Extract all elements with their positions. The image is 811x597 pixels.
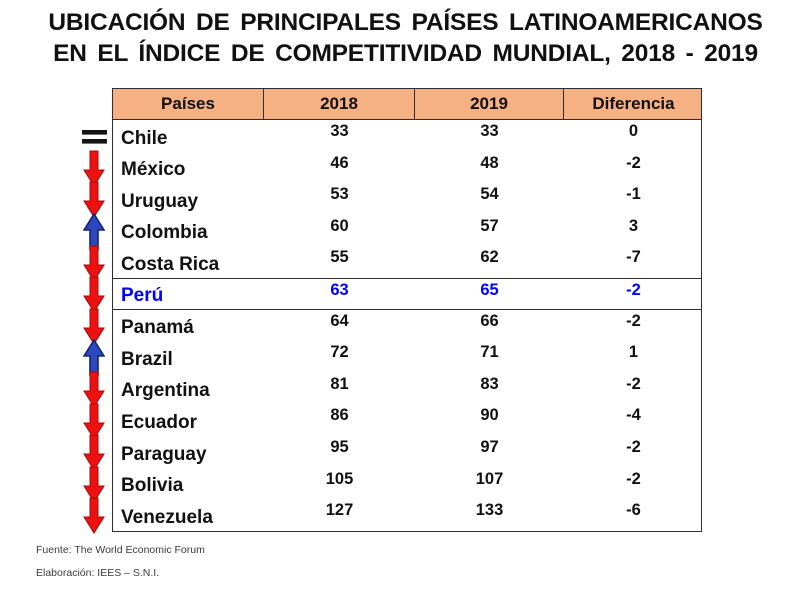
- difference-cell: -2: [626, 153, 641, 172]
- difference-cell: 3: [628, 216, 639, 235]
- country-cell: Paraguay: [121, 443, 207, 465]
- rank-2018-cell: 46: [330, 153, 349, 172]
- rank-2019-cell: 71: [480, 343, 499, 362]
- country-cell: Brazil: [121, 348, 173, 370]
- source-note: Fuente: The World Economic Forum: [36, 544, 205, 556]
- difference-cell: 1: [628, 343, 639, 362]
- rank-2018-cell: 60: [330, 216, 349, 235]
- rank-2018-cell: 95: [330, 437, 349, 456]
- country-cell: Argentina: [121, 380, 210, 402]
- trend-indicator-down: [79, 311, 109, 343]
- trend-arrow-column: [79, 121, 109, 532]
- rank-2018-cell: 72: [330, 343, 349, 362]
- rank-2019-cell: 133: [475, 501, 504, 520]
- table-row: [113, 246, 701, 278]
- rank-2019-cell: 62: [480, 248, 499, 267]
- country-cell: Venezuela: [121, 506, 213, 528]
- table-row: [113, 341, 701, 373]
- header-diferencia: Diferencia: [592, 94, 675, 113]
- trend-indicator-up: [79, 216, 109, 248]
- table-row: [113, 468, 701, 500]
- difference-cell: 0: [628, 122, 639, 140]
- table-row: [113, 152, 701, 184]
- trend-indicator-down: [79, 279, 109, 311]
- table-row: [113, 183, 701, 215]
- country-cell: Ecuador: [121, 411, 198, 433]
- rank-2019-cell: 90: [480, 406, 499, 425]
- rank-2019-cell: 107: [475, 469, 504, 488]
- rank-2019-cell: 54: [480, 185, 499, 204]
- difference-cell: -7: [626, 248, 641, 267]
- difference-cell: -4: [626, 406, 641, 425]
- table-row: [113, 120, 701, 152]
- country-cell: Perú: [121, 284, 164, 306]
- rank-2019-cell: 33: [480, 122, 499, 140]
- rank-2018-cell: 63: [330, 280, 349, 299]
- competitiveness-table: [112, 88, 702, 532]
- rank-2019-cell: 65: [480, 280, 499, 299]
- difference-cell: -2: [626, 280, 641, 299]
- table-row: [113, 404, 701, 436]
- rank-2018-cell: 105: [325, 469, 354, 488]
- country-cell: Panamá: [121, 317, 194, 339]
- rank-2019-cell: 48: [480, 153, 499, 172]
- table-row: [113, 436, 701, 468]
- country-cell: Colombia: [121, 222, 208, 244]
- table-row: [113, 499, 701, 531]
- page-title: [0, 7, 811, 69]
- trend-indicator-down: [79, 184, 109, 216]
- rank-2018-cell: 53: [330, 185, 349, 204]
- difference-cell: -2: [626, 311, 641, 330]
- footer: [36, 544, 205, 580]
- rank-2019-cell: 66: [480, 311, 499, 330]
- difference-cell: -2: [626, 469, 641, 488]
- table-header-row: [112, 88, 702, 120]
- equal-icon: [82, 129, 107, 145]
- country-cell: Costa Rica: [121, 253, 220, 275]
- country-cell: Bolivia: [121, 475, 184, 497]
- trend-indicator-down: [79, 469, 109, 501]
- rank-2018-cell: 55: [330, 248, 349, 267]
- country-cell: México: [121, 159, 186, 181]
- down-arrow-icon: [83, 497, 105, 534]
- table-body: [112, 120, 702, 532]
- trend-indicator-down: [79, 247, 109, 279]
- header-2019: 2019: [415, 89, 564, 119]
- title-line-2: EN EL ÍNDICE DE COMPETITIVIDAD MUNDIAL, 2018 - 2019: [53, 40, 758, 67]
- rank-2019-cell: 57: [480, 216, 499, 235]
- country-cell: Uruguay: [121, 190, 199, 212]
- difference-cell: -2: [626, 437, 641, 456]
- rank-2018-cell: 86: [330, 406, 349, 425]
- difference-cell: -6: [626, 501, 641, 520]
- difference-cell: -2: [626, 374, 641, 393]
- country-cell: Chile: [121, 127, 168, 149]
- rank-2018-cell: 127: [325, 501, 354, 520]
- trend-indicator-down: [79, 405, 109, 437]
- trend-indicator-down: [79, 437, 109, 469]
- rank-2018-cell: 64: [330, 311, 349, 330]
- table-row: [113, 215, 701, 247]
- table-row: [113, 373, 701, 405]
- header-paises: Países: [113, 89, 264, 119]
- difference-cell: -1: [626, 185, 641, 204]
- rank-2019-cell: 97: [480, 437, 499, 456]
- table-row: [113, 278, 701, 310]
- trend-indicator-equal: [79, 121, 109, 153]
- title-line-1: UBICACIÓN DE PRINCIPALES PAÍSES LATINOAMERICANOS: [48, 9, 763, 36]
- header-2018: 2018: [264, 89, 415, 119]
- elaboration-note: Elaboración: IEES – S.N.I.: [36, 567, 160, 579]
- rank-2018-cell: 33: [330, 122, 349, 140]
- rank-2018-cell: 81: [330, 374, 349, 393]
- trend-indicator-down: [79, 374, 109, 406]
- trend-indicator-down: [79, 153, 109, 185]
- rank-2019-cell: 83: [480, 374, 499, 393]
- table-row: [113, 310, 701, 342]
- trend-indicator-up: [79, 342, 109, 374]
- trend-indicator-down: [79, 500, 109, 532]
